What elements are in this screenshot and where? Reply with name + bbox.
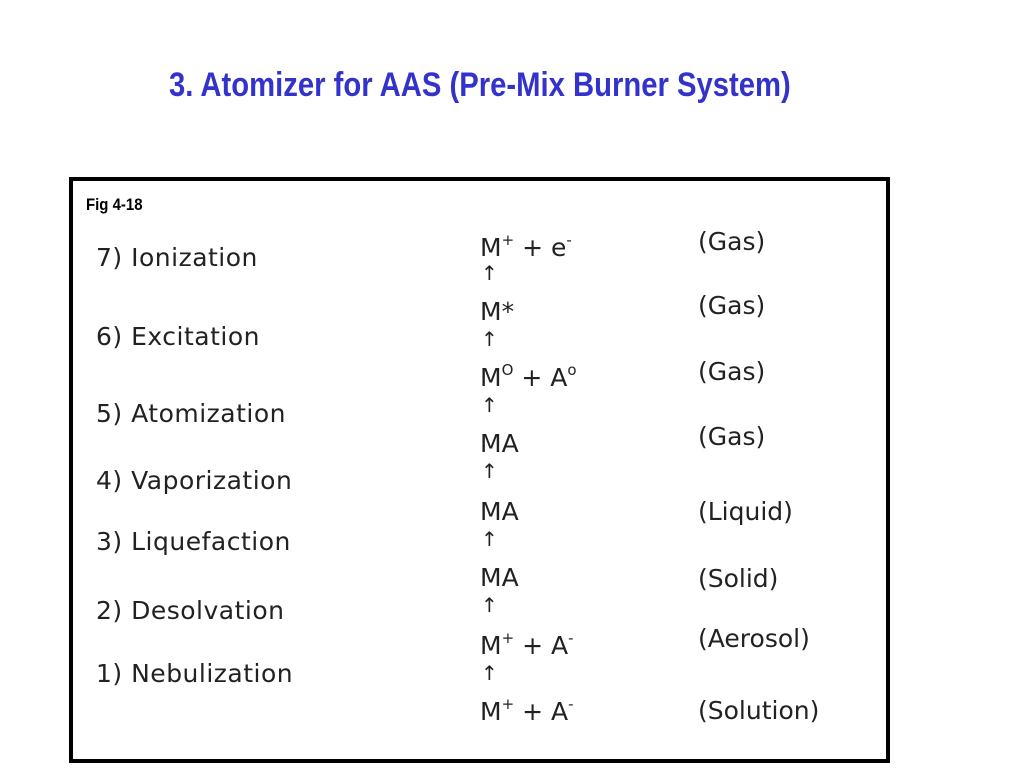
phase-gas-molecules: (Gas) [698,422,766,451]
phase-solid: (Solid) [698,564,779,593]
species-ionized: M+ + e- [480,231,572,262]
species-excited: M* [480,297,515,326]
phase-liquid: (Liquid) [698,497,793,526]
step-nebulization: 1) Nebulization [96,659,294,688]
up-arrow-icon: ↑ [481,593,498,617]
phase-gas-excited: (Gas) [698,291,766,320]
species-ma-gas: MA [480,429,519,458]
up-arrow-icon: ↑ [481,661,498,685]
slide-title: 3. Atomizer for AAS (Pre-Mix Burner System) [169,66,791,104]
up-arrow-icon: ↑ [481,261,498,285]
phase-solution: (Solution) [698,696,820,725]
phase-gas-ionized: (Gas) [698,227,766,256]
figure-box [69,177,890,763]
species-ma-solid: MA [480,563,519,592]
up-arrow-icon: ↑ [481,527,498,551]
species-ma-liquid: MA [480,497,519,526]
up-arrow-icon: ↑ [481,459,498,483]
species-atoms: $M^O + A^o$ [480,361,577,392]
step-excitation: 6) Excitation [96,322,260,351]
species-ions-aerosol: M+ + A- [480,629,574,660]
phase-aerosol: (Aerosol) [698,624,810,653]
step-vaporization: 4) Vaporization [96,466,293,495]
up-arrow-icon: ↑ [481,393,498,417]
phase-gas-atoms: (Gas) [698,357,766,386]
step-desolvation: 2) Desolvation [96,596,285,625]
species-ions-solution: M+ + A- [480,695,574,726]
figure-label: Fig 4-18 [86,195,143,214]
step-atomization: 5) Atomization [96,399,286,428]
step-liquefaction: 3) Liquefaction [96,527,291,556]
step-ionization: 7) Ionization [96,243,258,272]
up-arrow-icon: ↑ [481,327,498,351]
